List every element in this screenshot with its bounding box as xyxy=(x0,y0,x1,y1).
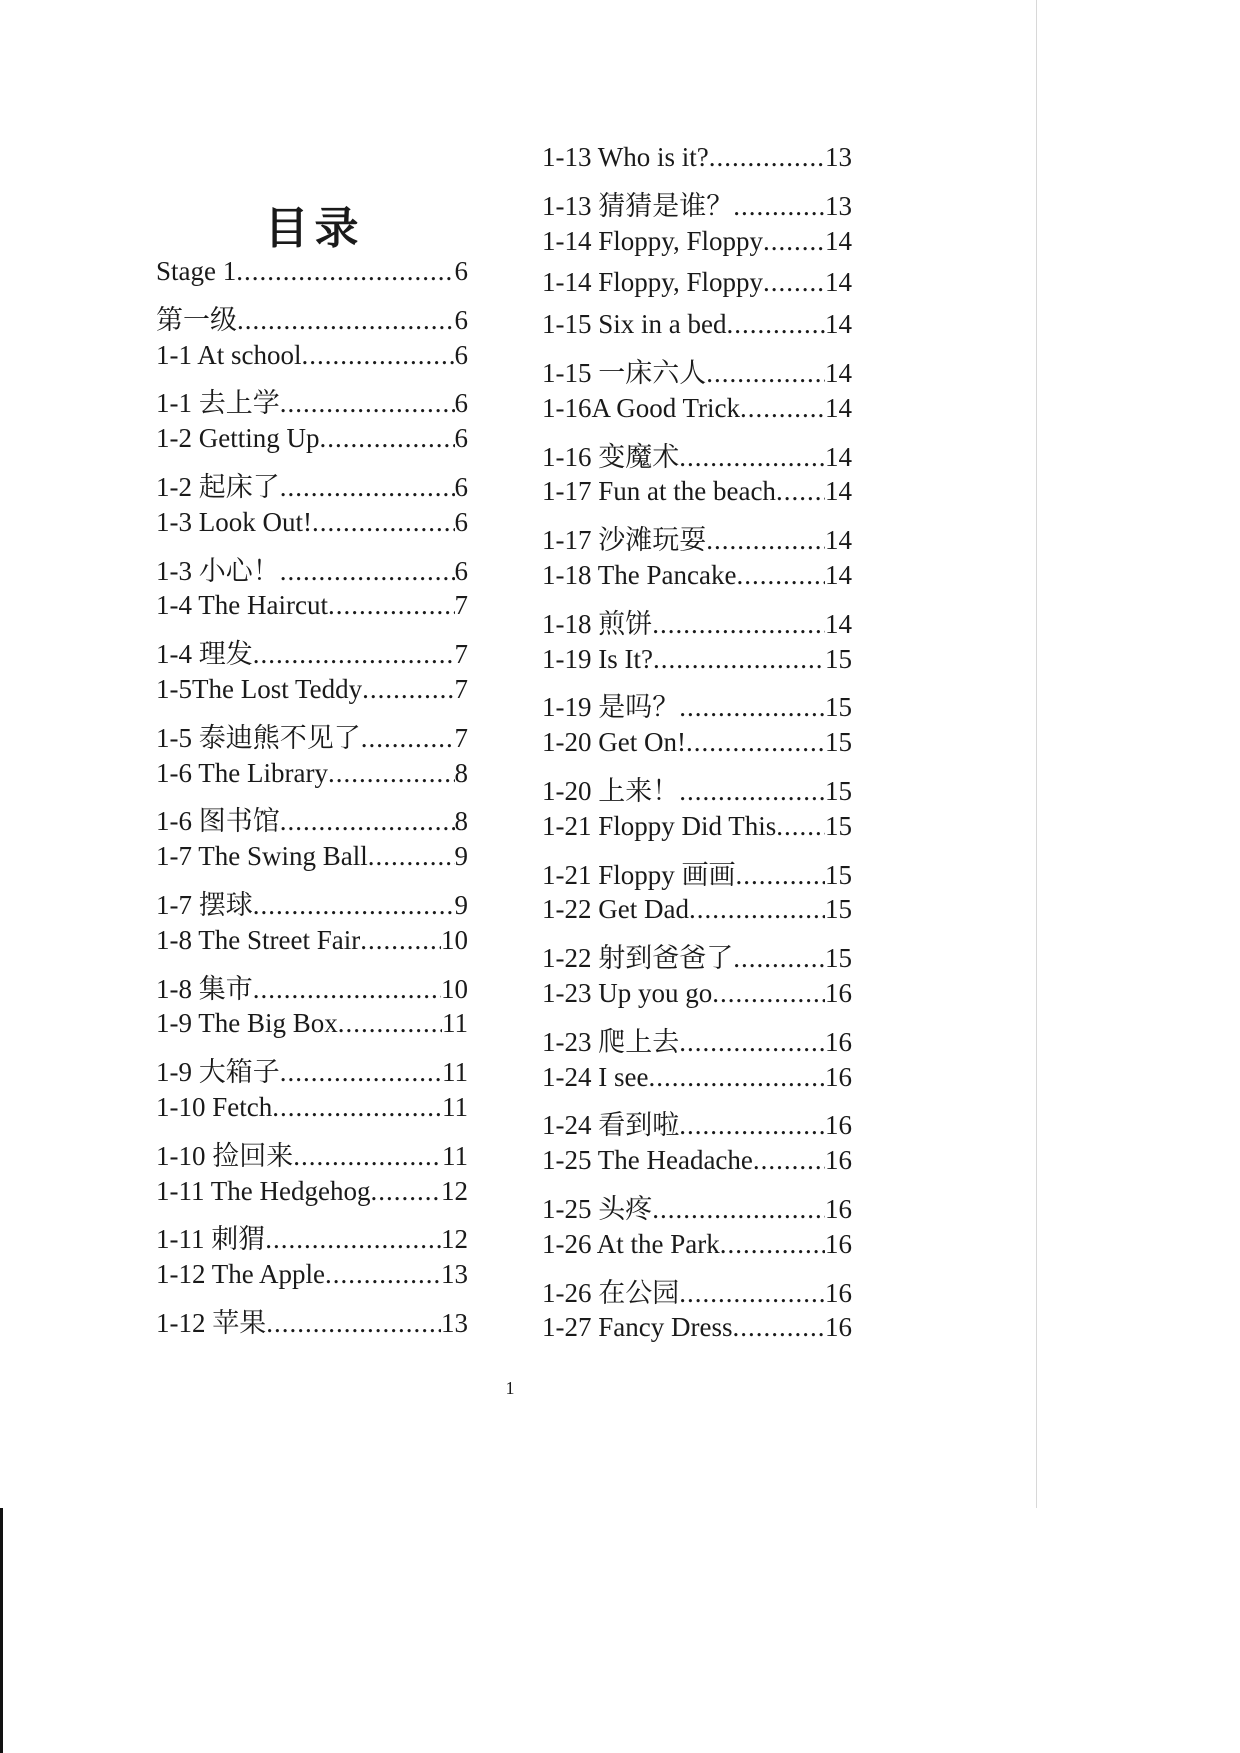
toc-entry-leader xyxy=(370,1176,441,1207)
toc-entry xyxy=(156,758,468,800)
toc-entry-label: 1-2 Getting Up xyxy=(156,423,320,454)
toc-entry-label: 1-7 摆球 xyxy=(156,889,253,920)
toc-entry xyxy=(542,811,852,853)
toc-entry xyxy=(156,967,468,1009)
toc-entry-leader xyxy=(272,1092,442,1123)
toc-entry-leader xyxy=(236,256,454,287)
toc-entry-page: 15 xyxy=(825,775,852,806)
toc-entry xyxy=(542,309,852,351)
toc-entry-label: 1-23 Up you go xyxy=(542,977,713,1008)
toc-entry-leader xyxy=(763,267,825,298)
toc-entry xyxy=(542,769,852,811)
toc-entry xyxy=(542,644,852,686)
toc-entry-leader xyxy=(679,1027,825,1058)
toc-entry xyxy=(156,381,468,423)
toc-entry-page: 12 xyxy=(441,1175,468,1206)
toc-entry-label: 1-16A Good Trick xyxy=(542,392,741,423)
toc-entry-label: 1-13 Who is it? xyxy=(542,142,709,172)
toc-entry-page: 16 xyxy=(825,1061,852,1092)
toc-entry xyxy=(542,142,852,184)
toc-title: 目录 xyxy=(264,203,365,254)
toc-entry-label: 1-21 Floppy 画画 xyxy=(542,859,736,890)
toc-entry xyxy=(542,435,852,477)
toc-entry xyxy=(542,894,852,936)
toc-entry-leader xyxy=(266,1308,441,1339)
toc-entry xyxy=(156,1217,468,1259)
toc-entry-page: 15 xyxy=(825,692,852,723)
toc-entry-label: 1-26 在公园 xyxy=(542,1277,680,1308)
toc-entry-leader xyxy=(740,393,825,424)
toc-entry-page: 14 xyxy=(825,559,852,590)
toc-entry-page: 15 xyxy=(825,643,852,674)
toc-entry-label: 1-5 泰迪熊不见了 xyxy=(156,722,361,753)
toc-entry-leader xyxy=(319,423,454,454)
toc-entry-label: 1-6 The Library xyxy=(156,757,328,788)
toc-entry-label: 1-2 起床了 xyxy=(156,471,280,502)
toc-entry xyxy=(156,841,468,883)
toc-entry-page: 6 xyxy=(454,256,468,286)
toc-entry-page: 7 xyxy=(454,639,468,670)
toc-entry-leader xyxy=(328,590,455,621)
toc-entry-leader xyxy=(265,1224,441,1255)
toc-entry-label: 1-24 I see xyxy=(542,1061,649,1092)
toc-entry-page: 14 xyxy=(825,392,852,423)
toc-column-right xyxy=(542,142,852,1354)
toc-entry-leader xyxy=(280,472,455,503)
toc-entry-page: 16 xyxy=(825,1026,852,1057)
toc-entry-label: 1-19 Is It? xyxy=(542,643,653,674)
toc-entry xyxy=(156,1008,468,1050)
toc-entry-leader xyxy=(361,723,455,754)
toc-entry-label: 1-17 Fun at the beach xyxy=(542,476,776,507)
toc-entry-page: 7 xyxy=(454,673,468,704)
toc-entry-leader xyxy=(679,1278,825,1309)
toc-entry-page: 11 xyxy=(442,1140,468,1171)
toc-entry-page: 11 xyxy=(442,1008,468,1039)
toc-entry-label: 1-4 The Haircut xyxy=(156,590,328,621)
toc-entry-page: 14 xyxy=(825,441,852,472)
toc-entry-label: 1-10 捡回来 xyxy=(156,1140,294,1171)
toc-entry xyxy=(156,507,468,549)
toc-entry-label: 1-18 煎饼 xyxy=(542,608,653,639)
toc-entry-leader xyxy=(280,388,455,419)
toc-entry xyxy=(156,799,468,841)
toc-entry-label: 1-1 At school xyxy=(156,339,302,370)
toc-entry-page: 11 xyxy=(442,1057,468,1088)
toc-entry xyxy=(542,1187,852,1229)
toc-entry-page: 16 xyxy=(825,977,852,1008)
toc-entry-label: 第一级 xyxy=(156,304,237,335)
toc-entry xyxy=(156,1259,468,1301)
toc-entry-page: 8 xyxy=(454,757,468,788)
toc-entry-page: 6 xyxy=(454,339,468,370)
toc-entry-label: Stage 1 xyxy=(156,256,237,286)
toc-entry-page: 16 xyxy=(825,1277,852,1308)
toc-entry-label: 1-22 射到爸爸了 xyxy=(542,943,734,974)
toc-entry xyxy=(156,549,468,591)
toc-entry xyxy=(542,978,852,1020)
toc-entry-page: 14 xyxy=(825,525,852,556)
toc-entry-label: 1-22 Get Dad xyxy=(542,894,689,925)
toc-entry-label: 1-5The Lost Teddy xyxy=(156,673,363,704)
toc-entry-label: 1-25 The Headache xyxy=(542,1145,753,1176)
toc-entry-page: 6 xyxy=(454,506,468,537)
toc-entry-label: 1-14 Floppy, Floppy xyxy=(542,267,764,298)
toc-entry-page: 7 xyxy=(454,722,468,753)
toc-entry xyxy=(156,256,468,298)
toc-entry-label: 1-16 变魔术 xyxy=(542,441,680,472)
toc-entry-leader xyxy=(280,556,455,587)
toc-entry-page: 10 xyxy=(441,924,468,955)
toc-entry-leader xyxy=(368,841,455,872)
toc-entry xyxy=(156,674,468,716)
toc-entry xyxy=(542,1062,852,1104)
toc-entry xyxy=(156,340,468,382)
toc-entry-label: 1-11 The Hedgehog xyxy=(156,1175,371,1206)
toc-entry-label: 1-15 一床六人 xyxy=(542,357,707,388)
toc-entry-page: 12 xyxy=(441,1224,468,1255)
toc-entry-page: 11 xyxy=(442,1091,468,1122)
toc-entry-leader xyxy=(280,1057,442,1088)
toc-entry-leader xyxy=(763,226,825,257)
toc-entry xyxy=(542,936,852,978)
toc-entry-leader xyxy=(653,644,825,675)
toc-entry-leader xyxy=(709,142,825,173)
toc-entry-label: 1-24 看到啦 xyxy=(542,1110,680,1141)
toc-entry-page: 14 xyxy=(825,309,852,340)
toc-entry-label: 1-10 Fetch xyxy=(156,1091,273,1122)
toc-entry-leader xyxy=(733,943,825,974)
toc-entry-page: 6 xyxy=(454,423,468,454)
toc-entry xyxy=(542,1312,852,1354)
toc-entry-leader xyxy=(293,1141,442,1172)
toc-entry-leader xyxy=(679,692,825,723)
toc-entry-leader xyxy=(302,340,455,371)
toc-entry-page: 15 xyxy=(825,810,852,841)
toc-column-left xyxy=(156,256,468,1343)
toc-entry xyxy=(542,1271,852,1313)
scan-edge xyxy=(0,1508,3,1753)
toc-entry xyxy=(156,1176,468,1218)
toc-entry xyxy=(156,1134,468,1176)
toc-entry-label: 1-20 Get On! xyxy=(542,727,686,758)
toc-entry-label: 1-8 集市 xyxy=(156,973,253,1004)
toc-entry-page: 6 xyxy=(454,471,468,502)
toc-entry-leader xyxy=(776,476,825,507)
toc-entry-leader xyxy=(648,1062,825,1093)
toc-entry xyxy=(542,226,852,268)
toc-entry-leader xyxy=(686,727,825,758)
toc-entry xyxy=(156,423,468,465)
toc-entry xyxy=(156,1050,468,1092)
toc-entry-label: 1-13 猜猜是谁？ xyxy=(542,190,734,221)
toc-entry-label: 1-9 大箱子 xyxy=(156,1057,280,1088)
toc-entry xyxy=(542,685,852,727)
toc-entry-label: 1-12 苹果 xyxy=(156,1307,267,1338)
toc-entry xyxy=(542,727,852,769)
toc-entry-label: 1-4 理发 xyxy=(156,639,253,670)
toc-entry xyxy=(156,1301,468,1343)
toc-entry-label: 1-21 Floppy Did This xyxy=(542,810,777,841)
toc-entry-leader xyxy=(237,305,455,336)
toc-entry-label: 1-3 小心！ xyxy=(156,555,280,586)
toc-entry-leader xyxy=(652,609,825,640)
toc-entry xyxy=(542,1145,852,1187)
toc-entry xyxy=(156,1092,468,1134)
toc-entry-leader xyxy=(736,560,825,591)
toc-entry-page: 14 xyxy=(825,357,852,388)
toc-entry-page: 8 xyxy=(454,806,468,837)
toc-entry-page: 13 xyxy=(441,1259,468,1290)
toc-entry-label: 1-9 The Big Box xyxy=(156,1008,338,1039)
toc-entry-label: 1-7 The Swing Ball xyxy=(156,841,368,872)
toc-entry xyxy=(156,925,468,967)
toc-entry-leader xyxy=(736,860,825,891)
toc-entry xyxy=(156,298,468,340)
toc-entry xyxy=(156,465,468,507)
toc-entry-page: 10 xyxy=(441,973,468,1004)
toc-entry-label: 1-11 刺猬 xyxy=(156,1224,266,1255)
toc-entry-label: 1-25 头疼 xyxy=(542,1193,653,1224)
toc-entry-label: 1-23 爬上去 xyxy=(542,1026,680,1057)
toc-entry-label: 1-17 沙滩玩耍 xyxy=(542,525,707,556)
toc-entry-page: 15 xyxy=(825,859,852,890)
toc-entry-page: 14 xyxy=(825,608,852,639)
toc-entry-page: 6 xyxy=(454,304,468,335)
toc-entry-page: 16 xyxy=(825,1312,852,1343)
toc-entry-leader xyxy=(360,925,441,956)
toc-entry-page: 6 xyxy=(454,555,468,586)
toc-entry-page: 16 xyxy=(825,1110,852,1141)
toc-entry-label: 1-3 Look Out! xyxy=(156,506,312,537)
toc-entry-leader xyxy=(726,309,825,340)
toc-entry-leader xyxy=(679,1110,825,1141)
toc-entry-leader xyxy=(312,507,455,538)
toc-entry-page: 13 xyxy=(825,142,852,172)
toc-entry-leader xyxy=(776,811,825,842)
toc-entry-label: 1-18 The Pancake xyxy=(542,559,737,590)
toc-entry-page: 9 xyxy=(454,841,468,872)
toc-entry-leader xyxy=(280,806,455,837)
toc-entry-leader xyxy=(753,1145,825,1176)
toc-entry-label: 1-27 Fancy Dress xyxy=(542,1312,733,1343)
toc-entry xyxy=(542,518,852,560)
toc-entry-page: 15 xyxy=(825,943,852,974)
toc-entry-leader xyxy=(712,978,825,1009)
toc-entry-page: 16 xyxy=(825,1193,852,1224)
toc-entry-label: 1-12 The Apple xyxy=(156,1259,325,1290)
toc-entry xyxy=(542,184,852,226)
toc-entry-label: 1-20 上来！ xyxy=(542,775,680,806)
toc-entry-leader xyxy=(253,890,455,921)
toc-entry xyxy=(542,1103,852,1145)
toc-entry-leader xyxy=(328,758,455,789)
toc-entry-label: 1-8 The Street Fair xyxy=(156,924,361,955)
page-number: 1 xyxy=(505,1378,515,1398)
toc-entry xyxy=(542,351,852,393)
toc-entry-page: 13 xyxy=(441,1307,468,1338)
toc-entry-label: 1-26 At the Park xyxy=(542,1228,720,1259)
toc-entry-leader xyxy=(325,1259,441,1290)
toc-entry-leader xyxy=(679,442,825,473)
toc-entry-leader xyxy=(706,358,825,389)
toc-entry-label: 1-19 是吗？ xyxy=(542,692,680,723)
toc-entry-leader xyxy=(689,894,825,925)
toc-entry xyxy=(156,716,468,758)
toc-entry xyxy=(542,1020,852,1062)
toc-entry-leader xyxy=(679,776,825,807)
toc-entry-page: 13 xyxy=(825,190,852,221)
toc-entry-page: 16 xyxy=(825,1145,852,1176)
toc-entry xyxy=(542,393,852,435)
toc-entry-page: 15 xyxy=(825,894,852,925)
toc-entry-page: 14 xyxy=(825,225,852,256)
toc-entry xyxy=(542,560,852,602)
toc-entry-label: 1-1 去上学 xyxy=(156,388,280,419)
toc-entry-leader xyxy=(720,1229,825,1260)
toc-entry-page: 7 xyxy=(454,590,468,621)
toc-entry xyxy=(156,632,468,674)
toc-entry xyxy=(542,1229,852,1271)
toc-entry xyxy=(542,853,852,895)
toc-entry-label: 1-14 Floppy, Floppy xyxy=(542,225,764,256)
toc-entry-leader xyxy=(362,674,454,705)
toc-entry-page: 15 xyxy=(825,727,852,758)
toc-entry-leader xyxy=(253,974,441,1005)
toc-entry xyxy=(542,267,852,309)
toc-entry-leader xyxy=(652,1194,825,1225)
toc-entry-label: 1-6 图书馆 xyxy=(156,806,280,837)
toc-entry-page: 9 xyxy=(454,889,468,920)
toc-entry-label: 1-15 Six in a bed xyxy=(542,309,727,340)
toc-entry-leader xyxy=(253,639,455,670)
toc-entry-leader xyxy=(732,1312,825,1343)
toc-entry-page: 14 xyxy=(825,267,852,298)
toc-entry xyxy=(542,602,852,644)
toc-entry-page: 6 xyxy=(454,388,468,419)
toc-entry-leader xyxy=(733,191,825,222)
toc-entry xyxy=(156,590,468,632)
toc-entry-page: 16 xyxy=(825,1228,852,1259)
toc-entry-leader xyxy=(706,525,825,556)
toc-entry-leader xyxy=(338,1008,442,1039)
toc-entry-page: 14 xyxy=(825,476,852,507)
toc-entry xyxy=(542,476,852,518)
toc-entry xyxy=(156,883,468,925)
